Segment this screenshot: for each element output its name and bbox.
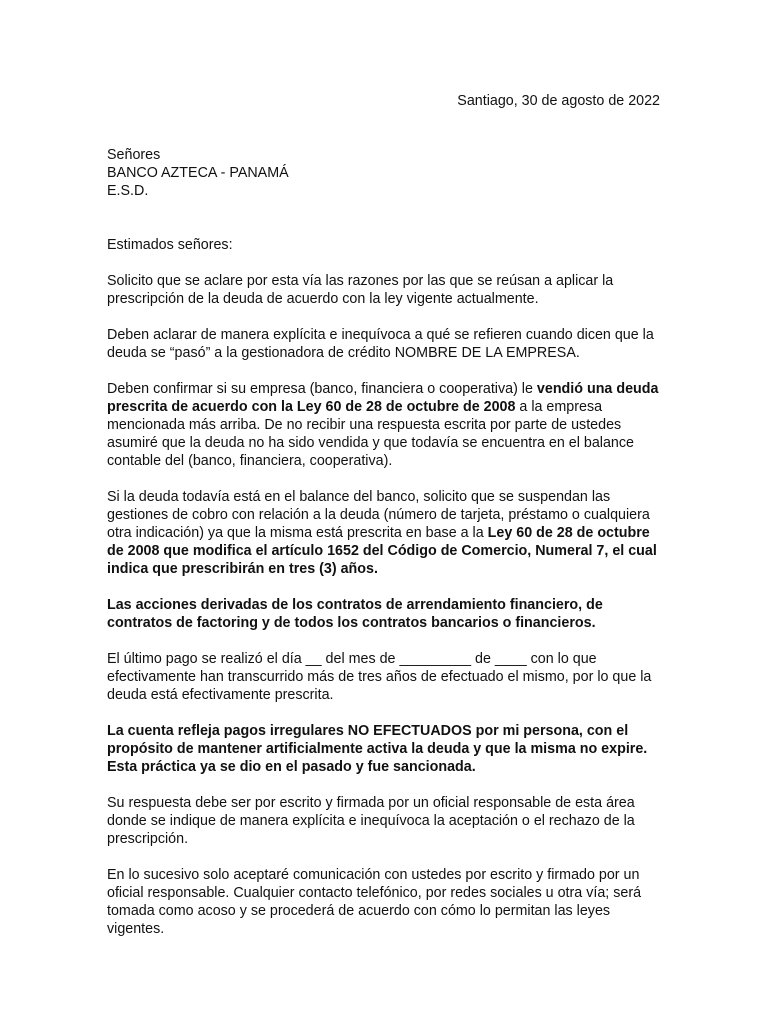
recipient-line-2: BANCO AZTECA - PANAMÁ xyxy=(107,165,289,181)
paragraph-1: Solicito que se aclare por esta vía las razones por las que se reúsan a aplicar la prescripción de la deuda de acuerdo con la ley vigente actualmente. xyxy=(107,273,614,307)
paragraph-8: Su respuesta debe ser por escrito y firmada por un oficial responsable de esta área donde se indique de manera explícita e inequívoca la aceptación o el rechazo de la prescripción. xyxy=(107,795,635,847)
letter-body xyxy=(107,146,663,938)
paragraph-3-text-c: a la empresa mencionada más arriba. De no recibir una respuesta escrita por parte de ustedes asumiré que la deuda no ha sido vendida y que todavía se encuentra en el balance contable del (banco, financiera, cooperativa). xyxy=(107,399,634,469)
paragraph-4-bold: Ley 60 de 28 de octubre de 2008 que modifica el artículo 1652 del Código de Comercio, Numeral 7, el cual indica que prescribirán en tres (3) años. xyxy=(107,525,657,577)
paragraph-3-bold: vendió una deuda prescrita de acuerdo con la Ley 60 de 28 de octubre de 2008 xyxy=(107,381,659,415)
paragraph-3-text-a: Deben confirmar si su empresa (banco, financiera o cooperativa) le xyxy=(107,381,537,397)
paragraph-4 xyxy=(107,488,663,578)
paragraph-2: Deben aclarar de manera explícita e inequívoca a qué se refieren cuando dicen que la deuda se “pasó” a la gestionadora de crédito NOMBRE DE LA EMPRESA. xyxy=(107,327,654,361)
paragraph-7-bold: La cuenta refleja pagos irregulares NO EFECTUADOS por mi persona, con el propósito de mantener artificialmente activa la deuda y que la misma no expire. Esta práctica ya se dio en el pasado y fue sancionada. xyxy=(107,723,648,775)
paragraph-5 xyxy=(107,596,663,632)
paragraph-7 xyxy=(107,722,663,776)
paragraph-9: En lo sucesivo solo aceptaré comunicación con ustedes por escrito y firmado por un oficial responsable. Cualquier contacto telefónico, por redes sociales u otra vía; será tomada como acoso y se procederá de acuerdo con cómo lo permitan las leyes vigentes. xyxy=(107,867,642,937)
paragraph-5-bold: Las acciones derivadas de los contratos de arrendamiento financiero, de contratos de factoring y de todos los contratos bancarios o financieros. xyxy=(107,597,603,631)
paragraph-4-text-a: Si la deuda todavía está en el balance del banco, solicito que se suspendan las gestiones de cobro con relación a la deuda (número de tarjeta, préstamo o cualquiera otra indicación) ya que la misma está prescrita en base a la xyxy=(107,489,650,541)
paragraph-3 xyxy=(107,380,663,470)
date-line: Santiago, 30 de agosto de 2022 xyxy=(457,93,660,109)
salutation: Estimados señores: xyxy=(107,237,233,253)
recipient-line-3: E.S.D. xyxy=(107,183,149,199)
recipient-line-1: Señores xyxy=(107,147,161,163)
paragraph-6: El último pago se realizó el día __ del mes de _________ de ____ con lo que efectivamente han transcurrido más de tres años de efectuado el mismo, por lo que la deuda está efectivamente prescrita. xyxy=(107,651,652,703)
recipient-block xyxy=(107,146,663,200)
